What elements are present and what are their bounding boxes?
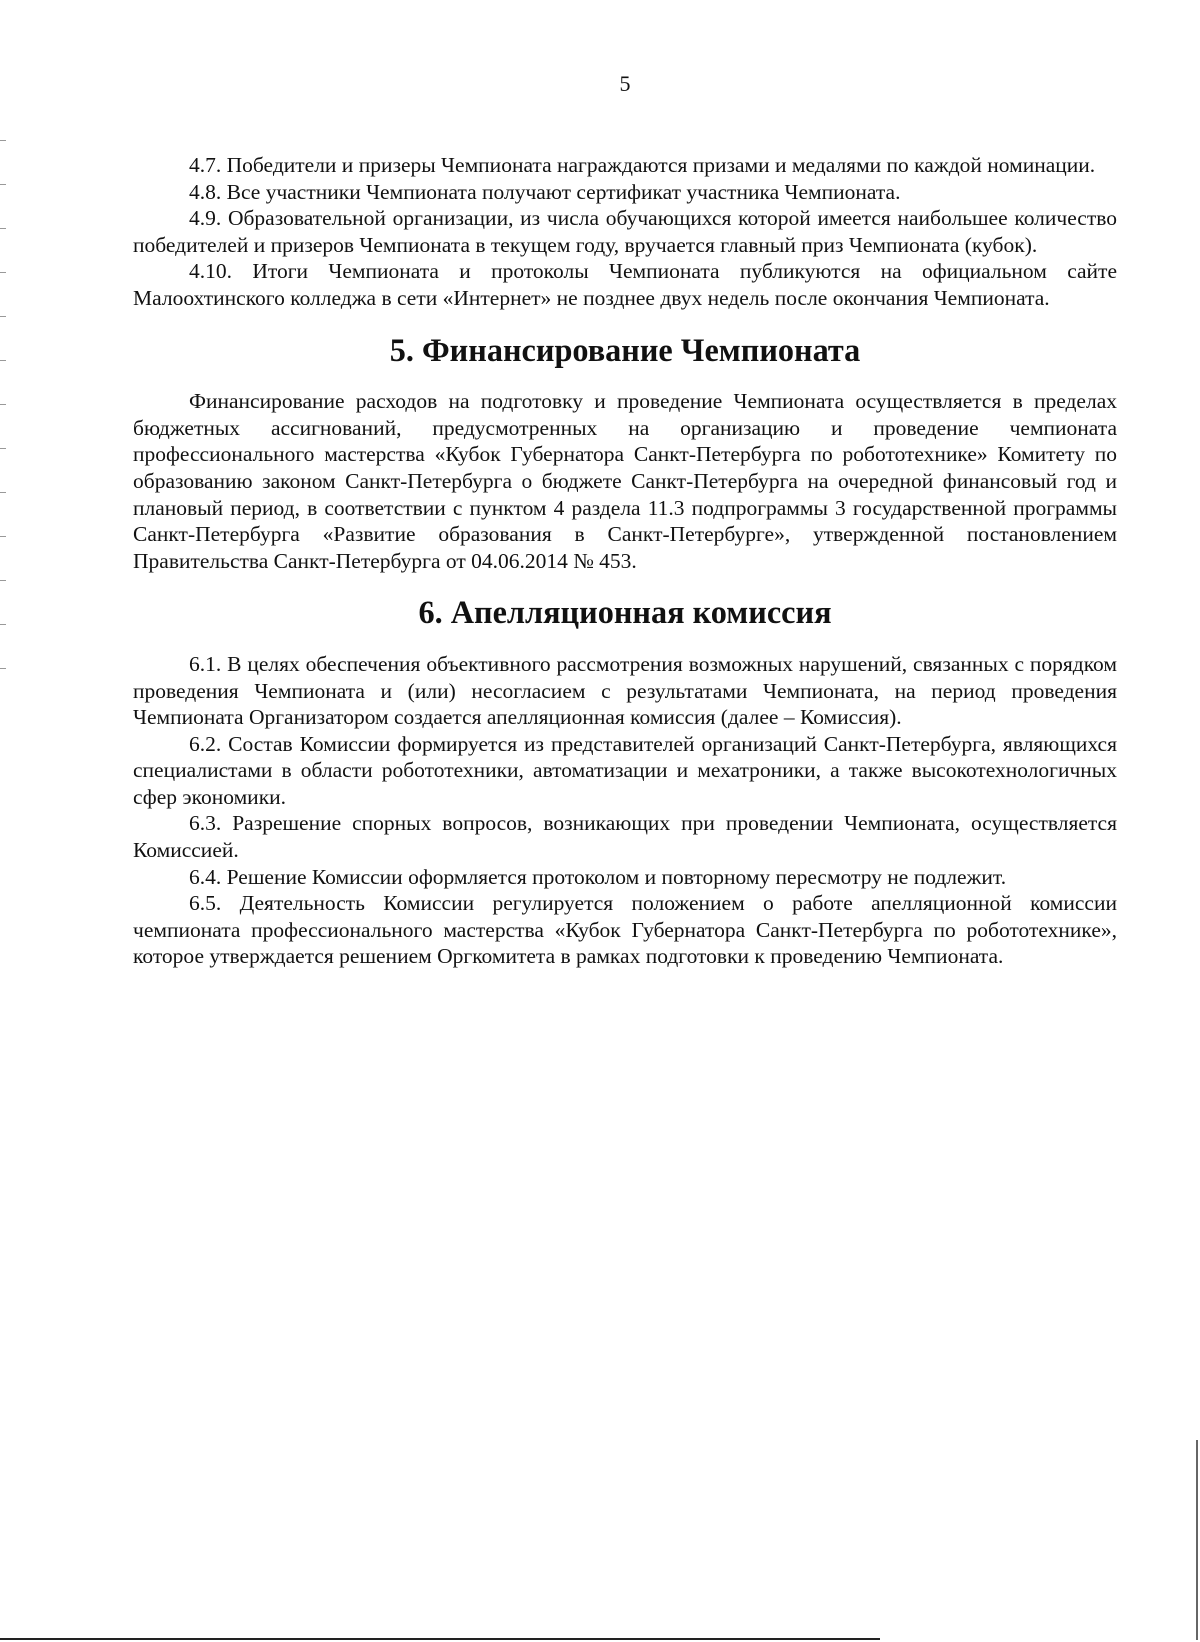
scan-edge-marks (0, 140, 6, 700)
clause-6-1: 6.1. В целях обеспечения объективного рассмотрения возможных нарушений, связанных с порядком проведения Чемпионата и (или) несогласием с результатами Чемпионата, на период проведения Чемпионата Организатором создается апелляционная комиссия (далее – Комиссия). (133, 651, 1117, 730)
scan-right-edge (1196, 1440, 1198, 1640)
scan-bottom-edge (0, 1638, 880, 1640)
clause-4-9: 4.9. Образовательной организации, из числа обучающихся которой имеется наибольшее количество победителей и призеров Чемпионата в текущем году, вручается главный приз Чемпионата (кубок). (133, 206, 1117, 257)
document-body (133, 152, 1117, 970)
clause-6-5: 6.5. Деятельность Комиссии регулируется положением о работе апелляционной комиссии чемпионата профессионального мастерства «Кубок Губернатора Санкт-Петербурга по робототехнике», которое утверждается решением Оргкомитета в рамках подготовки к проведению Чемпионата. (133, 891, 1117, 969)
clause-4-7: 4.7. Победители и призеры Чемпионата награждаются призами и медалями по каждой номинации. (189, 153, 1096, 177)
clause-6-2: 6.2. Состав Комиссии формируется из представителей организаций Санкт-Петербурга, являющихся специалистами в области робототехники, автоматизации и мехатроники, а также высокотехнологичных сфер экономики. (133, 731, 1117, 809)
clause-6-4: 6.4. Решение Комиссии оформляется протоколом и повторному пересмотру не подлежит. (189, 864, 1007, 889)
financing-paragraph: Финансирование расходов на подготовку и проведение Чемпионата осуществляется в пределах бюджетных ассигнований, предусмотренных на организацию и проведение чемпионата профессионального мастерства «Кубок Губернатора Санкт-Петербурга по робототехнике» Комитету по образованию законом Санкт-Петербурга о бюджете Санкт-Петербурга на очередной финансовый год и плановый период, в соответствии с пунктом 4 раздела 11.3 подпрограммы 3 государственной программы Санкт-Петербурга «Развитие образования в Санкт-Петербурге», утвержденной постановлением Правительства Санкт-Петербурга от 04.06.2014 № 453. (133, 389, 1117, 573)
clause-6-3: 6.3. Разрешение спорных вопросов, возникающих при проведении Чемпионата, осуществляется Комиссией. (133, 811, 1117, 863)
section-heading-appeals: 6. Апелляционная комиссия (418, 594, 832, 631)
clause-4-10: 4.10. Итоги Чемпионата и протоколы Чемпионата публикуются на официальном сайте Малоохтинского колледжа в сети «Интернет» не позднее двух недель после окончания Чемпионата. (133, 259, 1117, 310)
section-heading-financing: 5. Финансирование Чемпионата (389, 331, 861, 368)
clause-4-8: 4.8. Все участники Чемпионата получают сертификат участника Чемпионата. (189, 179, 901, 204)
page-number: 5 (619, 71, 631, 96)
